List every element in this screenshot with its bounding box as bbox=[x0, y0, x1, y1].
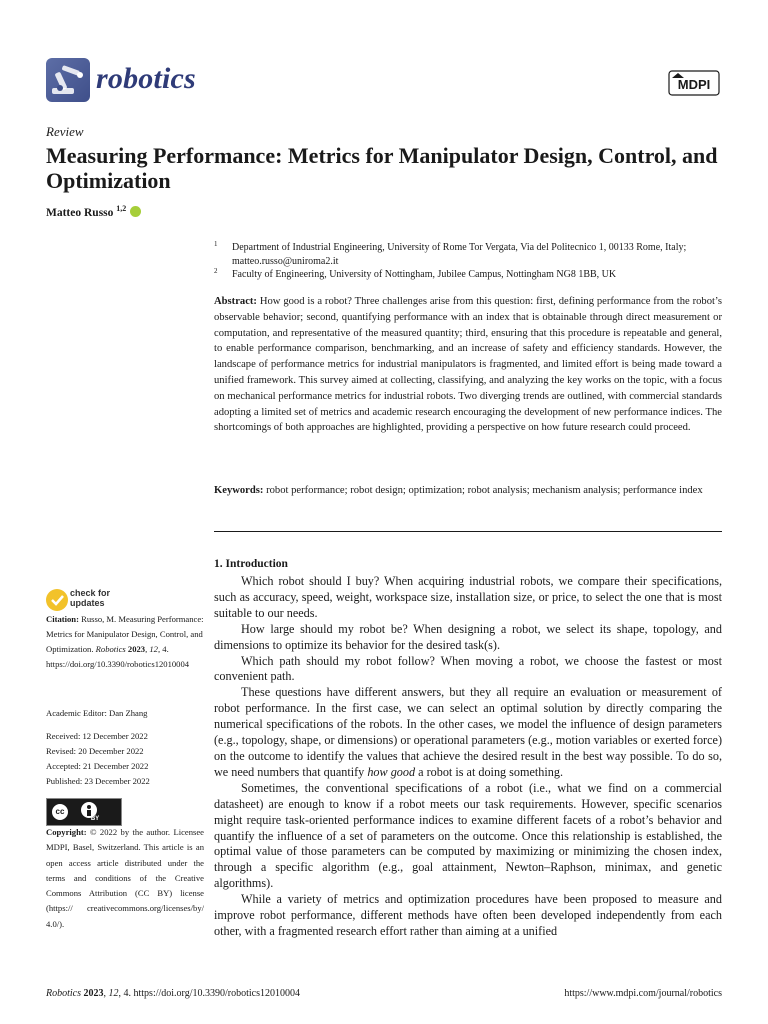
citation-doi[interactable]: , 4. https://doi.org/10.3390/robotics12010004 bbox=[46, 644, 190, 669]
section-divider bbox=[214, 531, 722, 532]
academic-editor: Academic Editor: Dan Zhang bbox=[46, 708, 148, 718]
affiliation-2 bbox=[214, 268, 722, 282]
date-accepted: Accepted: 21 December 2022 bbox=[46, 761, 149, 771]
date-published: Published: 23 December 2022 bbox=[46, 776, 150, 786]
intro-emphasis: how good bbox=[367, 764, 416, 779]
citation-text: Russo, M. Measuring Performance: Metrics for Manipulator Design, Control, and Optimization. bbox=[46, 614, 204, 654]
dates bbox=[46, 729, 204, 789]
abstract-label: Abstract: bbox=[214, 296, 257, 307]
mdpi-logo bbox=[668, 70, 720, 96]
intro-paragraph: Which path should my robot follow? When moving a robot, we choose the fastest or most convenient path. bbox=[214, 653, 722, 684]
affiliation-text: Department of Industrial Engineering, University of Rome Tor Vergata, Via del Politecnico 1, 00133 Rome, Italy; matteo.russo@uniroma2.it bbox=[232, 242, 687, 267]
affiliation-1 bbox=[214, 241, 722, 268]
intro-paragraph: Which robot should I buy? When acquiring industrial robots, we compare their specifications, such as accuracy, speed, weight, workspace size, installation size, or price, to select the one that is most suitable to our needs. bbox=[214, 574, 722, 620]
check-updates-icon bbox=[44, 587, 70, 613]
author-affiliation-sup: 1,2 bbox=[116, 204, 127, 213]
journal-name: robotics bbox=[96, 62, 196, 95]
author-line bbox=[46, 204, 141, 219]
publisher-name: MDPI bbox=[677, 77, 711, 92]
citation-journal: Robotics bbox=[95, 644, 126, 654]
footer-volume: 12 bbox=[108, 988, 119, 999]
intro-paragraph: How large should my robot be? When designing a robot, we select its shape, topology, and dimensions to optimize its behavior for the desired task(s). bbox=[214, 621, 722, 652]
intro-paragraph: While a variety of metrics and optimization procedures have been proposed to measure and improve robot performance, different methods have often been developed independently from each other, with a fragmented research effort rather than aiming at a unified bbox=[214, 892, 722, 938]
article-type: Review bbox=[46, 124, 84, 139]
copyright-label: Copyright: bbox=[46, 827, 87, 837]
check-updates-label: updates bbox=[70, 598, 105, 608]
footer-year: 2023 bbox=[83, 988, 104, 999]
orcid-icon[interactable] bbox=[130, 206, 141, 217]
journal-logo bbox=[46, 58, 90, 102]
citation-volume: 12 bbox=[149, 644, 158, 654]
intro-paragraph bbox=[214, 685, 722, 780]
date-received: Received: 12 December 2022 bbox=[46, 731, 148, 741]
affiliation-number: 1 bbox=[214, 240, 218, 248]
date-revised: Revised: 20 December 2022 bbox=[46, 746, 144, 756]
citation-label: Citation: bbox=[46, 614, 79, 624]
citation-year: 2023 bbox=[127, 644, 146, 654]
footer-citation: Robotics 2023, 12, 4. https://doi.org/10.3390/robotics12010004 bbox=[46, 988, 300, 999]
robot-arm-icon bbox=[46, 58, 90, 102]
abstract bbox=[214, 294, 722, 436]
cc-icon: cc bbox=[50, 802, 70, 822]
intro-text: a robot is at doing something. bbox=[418, 764, 564, 779]
keywords-label: Keywords: bbox=[214, 485, 264, 496]
footer-doi[interactable]: , 4. https://doi.org/10.3390/robotics12010004 bbox=[118, 988, 300, 999]
copyright bbox=[46, 825, 204, 932]
keywords bbox=[214, 483, 722, 499]
affiliation-number: 2 bbox=[214, 267, 218, 275]
citation: Citation: Russo, M. Measuring Performance: Metrics for Manipulator Design, Control, and Optimization. Robotics 2023, 12, 4. https://doi.org/10.3390/robotics12010004 bbox=[46, 614, 204, 669]
abstract-text: How good is a robot? Three challenges arise from this question: first, defining performance from the robot’s observable behavior; second, quantifying performance with an index that is obtainable through direct measurement or computation, and representative of the measured quantity; third, ensuring that this procedure is repeatable and general, to enable performance comparison, benchmarking, and an increase of safety and efficiency standards. However, the landscape of performance metrics for industrial manipulators is fragmented, and limited effort is being made toward a unified framework. This survey aimed at collecting, classifying, and analyzing the key works on the topic, with a focus on mechanical performance metrics for industrial robots. Two diverging trends are outlined, with commercial standards adopting a limited set of metrics and academic research encouraging the development of new performance indices. The shortcomings of both approaches are highlighted, providing a perspective on how future research could proceed. bbox=[214, 296, 722, 434]
by-label: BY bbox=[90, 816, 100, 822]
section-title: 1. Introduction bbox=[214, 558, 288, 570]
affiliation-text: Faculty of Engineering, University of Nottingham, Jubilee Campus, Nottingham NG8 1BB, UK bbox=[232, 269, 617, 280]
intro-paragraph: Sometimes, the conventional specifications of a robot (i.e., what we find on a commercial datasheet) are enough to know if a robot meets our task requirements. However, specific scenarios might require task-oriented performance indices to examine different facets of a robot’s behavior and quantify the influence of a set of parameters on the outcome. Once this relationship is established, the optimal value of those parameters can be computed by maximizing or minimizing the chosen index, through a specific algorithm (e.g., goal attainment, Newton–Raphson, minimax, and genetic algorithms). bbox=[214, 780, 722, 891]
footer-journal: Robotics bbox=[46, 988, 81, 999]
intro-text: These questions have different answers, but they all require an evaluation or measurement of robot performance. In the first case, we can select an optimal solution by directly comparing the numerical specifications of the robots. In the other cases, we model the influence of design parameters (e.g., topology, shape, or dimensions) or operational parameters (e.g., motion variables or exerted force) on the outcome to identify the values that achieve the desired result in the best way possible. To do so, we need numbers that quantify bbox=[214, 685, 722, 779]
check-updates-label: check for bbox=[70, 588, 111, 598]
author-name: Matteo Russo bbox=[46, 206, 114, 219]
article-title: Measuring Performance: Metrics for Manipulator Design, Control, and Optimization bbox=[46, 143, 718, 193]
copyright-text: © 2022 by the author. Licensee MDPI, Basel, Switzerland. This article is an open access article distributed under the terms and conditions of the Creative Commons Attribution (CC BY) license (https:// creativecommons.org/licenses/by/ 4.0/). bbox=[46, 827, 204, 929]
footer-journal-url[interactable]: https://www.mdpi.com/journal/robotics bbox=[564, 988, 722, 999]
introduction-body bbox=[214, 574, 722, 940]
keywords-text: robot performance; robot design; optimization; robot analysis; mechanism analysis; performance index bbox=[266, 485, 703, 496]
cc-by-badge[interactable] bbox=[46, 798, 122, 826]
